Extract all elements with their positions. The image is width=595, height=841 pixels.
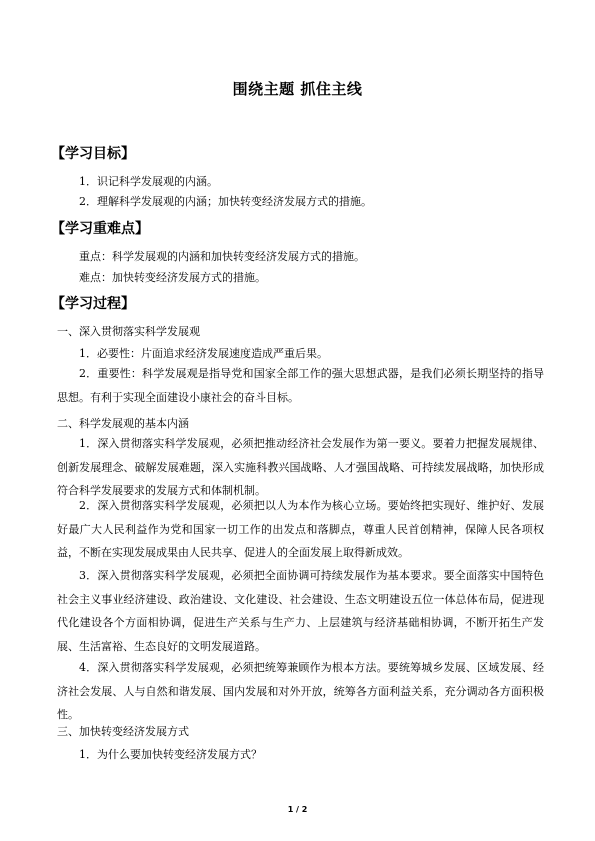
part1-paragraph: 2．重要性：科学发展观是指导党和国家全部工作的强大思想武器，是我们必须长期坚持的指导思想。有利于实现全面建设小康社会的奋斗目标。 <box>57 367 544 404</box>
part1-title: 一、深入贯彻落实科学发展观 <box>57 325 200 338</box>
part2-paragraph: 2．深入贯彻落实科学发展观，必须把以人为本作为核心立场。要始终把实现好、维护好、发展好最广大人民利益作为党和国家一切工作的出发点和落脚点，尊重人民首创精神，保障人民各项权益，不断在实现发展成果由人民共享、促进人的全面发展上取得新成效。 <box>57 499 544 559</box>
part2-paragraph: 1．深入贯彻落实科学发展观，必须把推动经济社会发展作为第一要义。要着力把握发展规律、创新发展理念、破解发展难题，深入实施科教兴国战略、人才强国战略、可持续发展战略，加快形成符合科学发展要求的发展方式和体制机制。 <box>57 437 544 497</box>
goals-heading: 【学习目标】 <box>51 146 135 162</box>
goal-item: 2．理解科学发展观的内涵；加快转变经济发展方式的措施。 <box>79 195 372 208</box>
part3-paragraph: 1．为什么要加快转变经济发展方式？ <box>79 748 262 761</box>
key-point-text: 重点：科学发展观的内涵和加快转变经济发展方式的措施。 <box>79 250 365 263</box>
part1-paragraph: 1．必要性：片面追求经济发展速度造成严重后果。 <box>79 347 328 360</box>
part2-paragraph: 3．深入贯彻落实科学发展观，必须把全面协调可持续发展作为基本要求。要全面落实中国特色社会主义事业经济建设、政治建设、文化建设、社会建设、生态文明建设五位一体总体布局，促进现代化建设各个方面相协调，促进生产关系与生产力、上层建筑与经济基础相协调，不断开拓生产发展、生活富裕、生态良好的文明发展道路。 <box>57 569 544 653</box>
goal-item: 1．识记科学发展观的内涵。 <box>79 175 218 188</box>
part2-paragraph: 4．深入贯彻落实科学发展观，必须把统筹兼顾作为根本方法。要统筹城乡发展、区域发展、经济社会发展、人与自然和谐发展、国内发展和对外开放，统筹各方面利益关系，充分调动各方面积极性。 <box>57 661 544 721</box>
difficult-point-text: 难点：加快转变经济发展方式的措施。 <box>79 271 266 284</box>
page-title: 围绕主题 抓住主线 <box>232 80 363 98</box>
part2-title: 二、科学发展观的基本内涵 <box>57 417 189 430</box>
page-number: 1 / 2 <box>287 805 308 814</box>
key-points-heading: 【学习重难点】 <box>51 221 149 237</box>
part3-title: 三、加快转变经济发展方式 <box>57 725 189 738</box>
process-heading: 【学习过程】 <box>51 296 135 312</box>
